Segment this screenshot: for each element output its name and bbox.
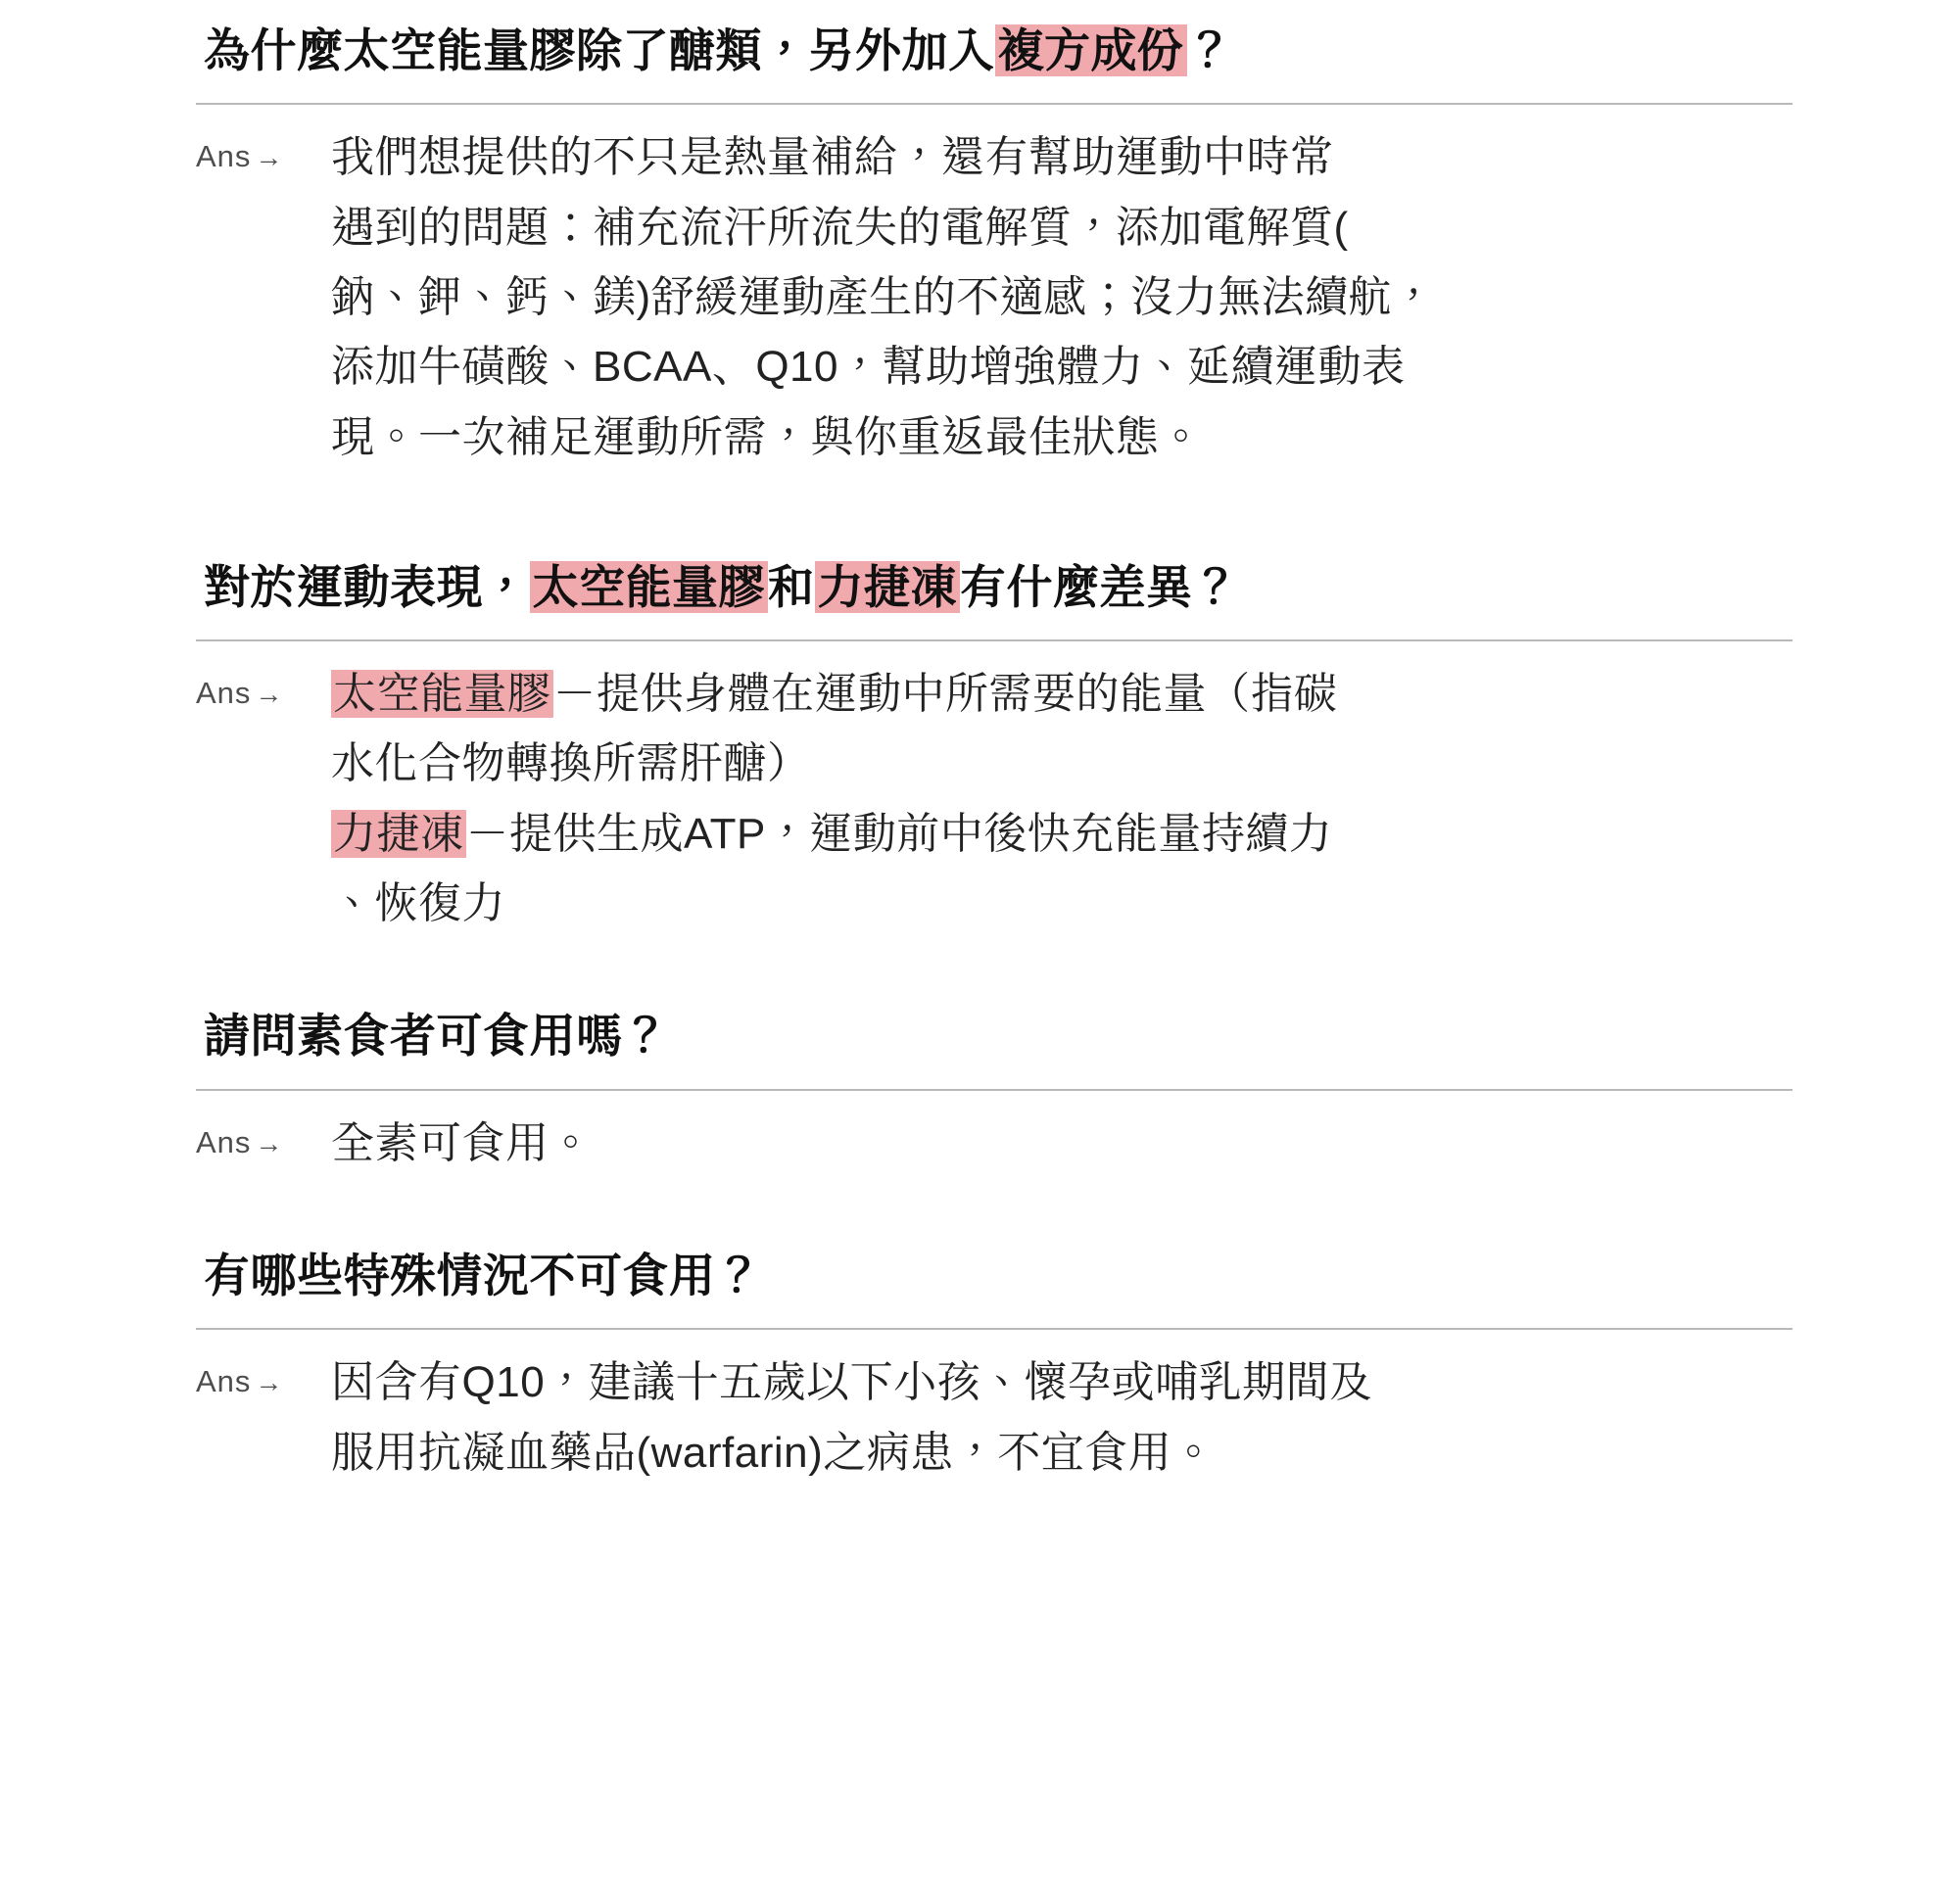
faq-divider-2 bbox=[196, 639, 1793, 641]
answer-line bbox=[331, 659, 1761, 729]
faq-question-2 bbox=[196, 556, 1813, 618]
sub-answer-1-line1: －提供身體在運動中所需要的能量（指碳 bbox=[552, 670, 1338, 719]
ans-label-1-text: Ans bbox=[196, 139, 252, 174]
faq-item-4 bbox=[196, 1245, 1813, 1488]
faq-answer-1 bbox=[196, 122, 1813, 471]
ans-label-3 bbox=[196, 1109, 331, 1160]
answer-line: 現。一次補足運動所需，與你重返最佳狀態。 bbox=[331, 412, 1203, 461]
ans-label-2-text: Ans bbox=[196, 676, 252, 711]
answer-line: 因含有Q10，建議十五歲以下小孩、懷孕或哺乳期間及 bbox=[331, 1358, 1373, 1407]
faq-answer-3-body bbox=[331, 1109, 1761, 1178]
spacer bbox=[196, 971, 1813, 1005]
faq-question-2-text-pre: 對於運動表現， bbox=[204, 560, 530, 613]
faq-question-4: 有哪些特殊情況不可食用？ bbox=[204, 1249, 762, 1301]
arrow-right-icon: → bbox=[255, 1127, 284, 1158]
ans-label-4-text: Ans bbox=[196, 1364, 252, 1399]
sub-answer-2-line1: －提供生成ATP，運動前中後快充能量持續力 bbox=[465, 809, 1333, 858]
faq-answer-2 bbox=[196, 659, 1813, 938]
spacer bbox=[196, 1211, 1813, 1245]
sub-answer-1-term: 太空能量膠 bbox=[333, 670, 551, 719]
arrow-right-icon: → bbox=[255, 142, 284, 173]
answer-line: 水化合物轉換所需肝醣） bbox=[331, 739, 811, 788]
sub-answer-1 bbox=[331, 659, 1761, 799]
faq-answer-2-body bbox=[331, 659, 1761, 938]
answer-line: 全素可食用。 bbox=[331, 1118, 593, 1167]
faq-item-2 bbox=[196, 556, 1813, 939]
answer-line: 添加牛磺酸、BCAA、Q10，幫助增強體力、延續運動表 bbox=[331, 343, 1406, 392]
answer-line: 鈉、鉀、鈣、鎂)舒緩運動產生的不適感；沒力無法續航， bbox=[331, 272, 1436, 321]
faq-question-1 bbox=[196, 20, 1813, 81]
answer-line: 、恢復力 bbox=[331, 879, 505, 927]
ans-label-4 bbox=[196, 1347, 331, 1399]
faq-question-1-highlight: 複方成份 bbox=[995, 24, 1187, 76]
answer-line: 服用抗凝血藥品(warfarin)之病患，不宜食用。 bbox=[331, 1428, 1216, 1477]
faq-answer-4 bbox=[196, 1347, 1813, 1488]
sub-answer-2-term: 力捷凍 bbox=[333, 809, 464, 858]
faq-question-1-text-pre: 為什麼太空能量膠除了醣類，另外加入 bbox=[204, 24, 995, 76]
faq-question-3: 請問素食者可食用嗎？ bbox=[204, 1010, 669, 1063]
ans-label-2 bbox=[196, 659, 331, 711]
faq-divider-3 bbox=[196, 1089, 1793, 1091]
faq-question-2-text-mid: 和 bbox=[768, 560, 815, 613]
answer-line: 遇到的問題：補充流汗所流失的電解質，添加電解質( bbox=[331, 203, 1349, 252]
answer-line: 我們想提供的不只是熱量補給，還有幫助運動中時常 bbox=[331, 133, 1334, 182]
faq-answer-4-body bbox=[331, 1347, 1761, 1488]
faq-question-2-highlight-2: 力捷凍 bbox=[815, 561, 961, 613]
faq-answer-1-body bbox=[331, 122, 1761, 471]
faq-divider-1 bbox=[196, 103, 1793, 105]
arrow-right-icon: → bbox=[255, 1367, 284, 1398]
ans-label-1 bbox=[196, 122, 331, 174]
ans-label-3-text: Ans bbox=[196, 1124, 252, 1159]
spacer bbox=[196, 505, 1813, 556]
sub-answer-2 bbox=[331, 799, 1761, 939]
faq-question-2-text-post: 有什麼差異？ bbox=[960, 560, 1239, 613]
faq-question-2-highlight-1: 太空能量膠 bbox=[530, 561, 769, 613]
faq-item-3 bbox=[196, 1005, 1813, 1178]
answer-line bbox=[331, 799, 1761, 869]
arrow-right-icon: → bbox=[255, 679, 284, 710]
faq-question-1-text-post: ？ bbox=[1186, 24, 1233, 76]
faq-item-1 bbox=[196, 20, 1813, 472]
faq-divider-4 bbox=[196, 1328, 1793, 1330]
faq-answer-3 bbox=[196, 1109, 1813, 1178]
